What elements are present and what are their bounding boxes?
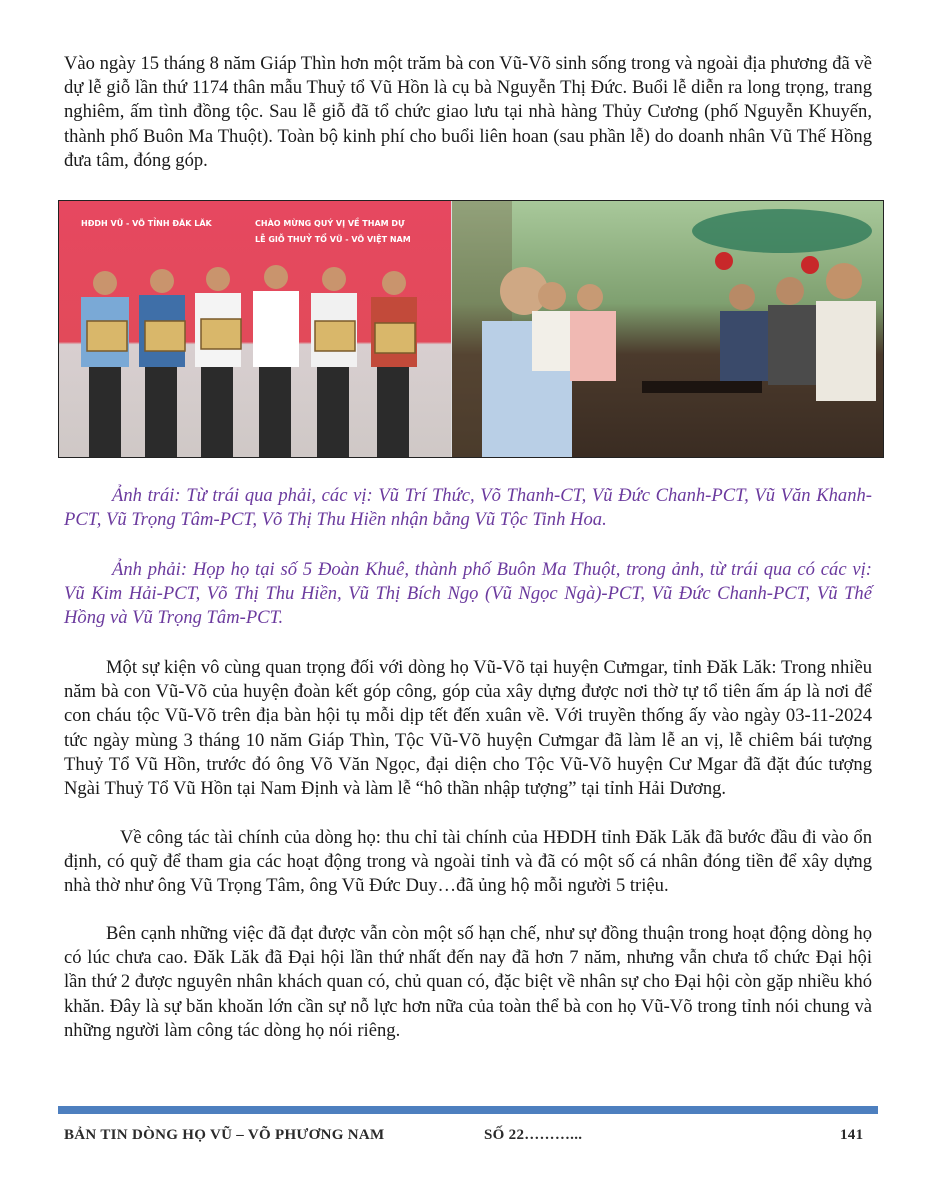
award-recipients-illustration [59, 237, 451, 457]
banner-line-2: CHÀO MỪNG QUÝ VỊ VỀ THAM DỰ [255, 219, 405, 228]
banner-line-3: LỄ GIỖ THUỶ TỔ VŨ - VÕ VIỆT NAM [255, 235, 411, 244]
finance-paragraph: Về công tác tài chính của dòng họ: thu chỉ tài chính của HĐDH tỉnh Đăk Lăk đã bước đầu đi vào ổn định, có quỹ để tham gia các hoạt động trong và ngoài tỉnh và đã có một số cá nhân đóng tiền để xây dựng nhà thờ như ông Vũ Trọng Tâm, ông Vũ Đức Duy…đã ủng hộ mỗi người 5 triệu. [64, 827, 872, 897]
right-photo-caption: Ảnh phải: Họp họ tại số 5 Đoàn Khuê, thành phố Buôn Ma Thuột, trong ảnh, từ trái qua có các vị: Vũ Kim Hải-PCT, Võ Thị Thu Hiền, Vũ Thị Bích Ngọ (Vũ Ngọc Ngà)-PCT, Vũ Đức Chanh-PCT, Vũ Thế Hồng và Vũ Trọng Tâm-PCT. [64, 559, 872, 629]
footer-title: BẢN TIN DÒNG HỌ VŨ – VÕ PHƯƠNG NAM [64, 1127, 385, 1143]
footer-issue: SỐ 22………... [484, 1127, 583, 1143]
photo-strip [58, 200, 884, 458]
banner-line-1: HĐDH VŨ - VÕ TỈNH ĐĂK LĂK [81, 219, 212, 228]
page-number: 141 [840, 1127, 864, 1143]
event-paragraph: Một sự kiện vô cùng quan trọng đối với dòng họ Vũ-Võ tại huyện Cưmgar, tỉnh Đăk Lăk: Trong nhiều năm bà con Vũ-Võ của huyện đoàn kết góp công, góp của xây dựng được nơi thờ tự tổ tiên ấm áp là nơi để con cháu tộc Vũ-Võ trên địa bàn hội tụ mỗi dịp tết đến xuân về. Với truyền thống ấy vào ngày 03-11-2024 tức ngày mùng 3 tháng 10 năm Giáp Thìn, Tộc Vũ-Võ huyện Cưmgar đã làm lễ an vị, lễ chiêm bái tượng Thuỷ Tổ Vũ Hồn, trước đó ông Võ Văn Ngọc, đại diện cho Tộc Vũ-Võ huyện Cư Mgar đã đặt đúc tượng Ngài Thuỷ Tổ Vũ Hồn tại Nam Định và làm lễ “hô thần nhập tượng” tại tỉnh Hải Dương. [64, 657, 872, 800]
meeting-illustration [452, 201, 883, 457]
left-photo-caption: Ảnh trái: Từ trái qua phải, các vị: Vũ Trí Thức, Võ Thanh-CT, Vũ Đức Chanh-PCT, Vũ Văn Khanh-PCT, Vũ Trọng Tâm-PCT, Võ Thị Thu Hiền nhận bằng Vũ Tộc Tinh Hoa. [64, 485, 872, 531]
intro-paragraph: Vào ngày 15 tháng 8 năm Giáp Thìn hơn một trăm bà con Vũ-Võ sinh sống trong và ngoài địa phương đã về dự lễ giỗ lần thứ 1174 thân mẫu Thuỷ tổ Vũ Hồn là cụ bà Nguyễn Thị Đức. Buổi lễ diễn ra long trọng, trang nghiêm, ấm tình đồng tộc. Sau lễ giỗ đã tổ chức giao lưu tại nhà hàng Thủy Cương (phố Nguyễn Khuyến, thành phố Buôn Ma Thuột). Toàn bộ kinh phí cho buổi liên hoan (sau phần lễ) do doanh nhân Vũ Thế Hồng đưa tâm, đóng góp. [64, 53, 872, 171]
footer-divider [58, 1106, 878, 1114]
award-ceremony-photo [59, 201, 451, 457]
limitations-paragraph: Bên cạnh những việc đã đạt được vẫn còn một số hạn chế, như sự đồng thuận trong hoạt động dòng họ có lúc chưa cao. Đăk Lăk đã Đại hội lần thứ nhất đến nay đã hơn 7 năm, nhưng vẫn chưa tổ chức Đại hội lần thứ 2 được nguyên nhân khách quan có, chủ quan có, đặc biệt về nhân sự cho Đại hội còn gặp nhiều khó khăn. Đây là sự băn khoăn lớn cần sự nỗ lực hơn nữa của toàn thể bà con họ Vũ-Võ trong tỉnh nói chung và những người làm công tác dòng họ nói riêng. [64, 923, 872, 1041]
family-meeting-photo [452, 201, 883, 457]
